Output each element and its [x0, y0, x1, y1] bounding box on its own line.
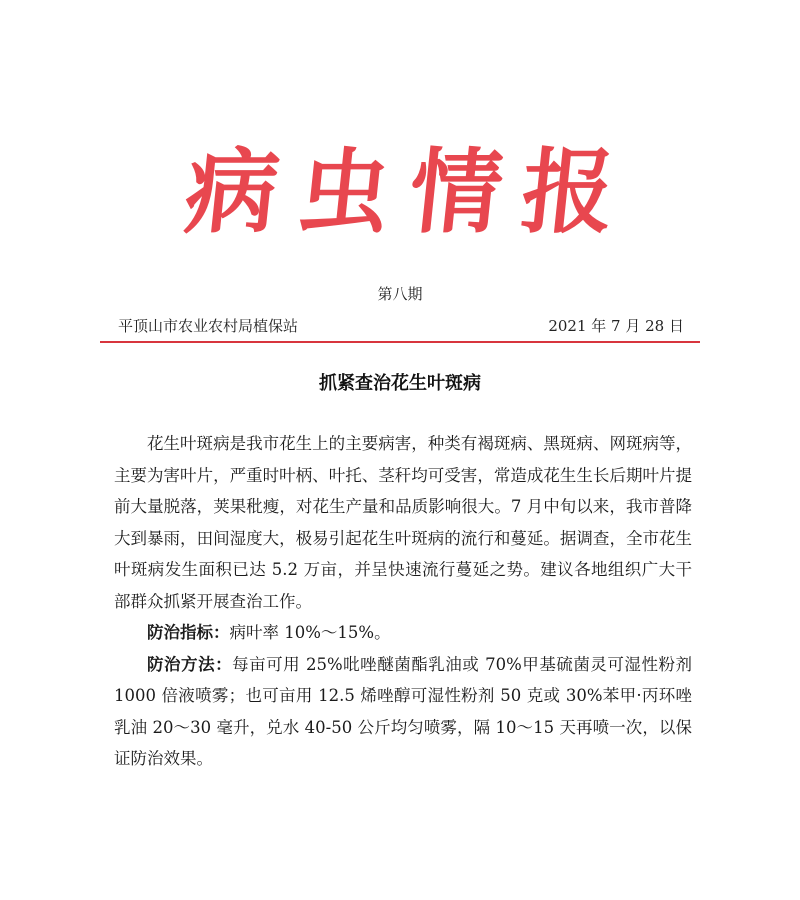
control-indicator-paragraph — [114, 617, 692, 649]
issue-date: 2021 年 7 月 28 日 — [548, 317, 684, 335]
header-divider — [100, 341, 700, 343]
intro-paragraph: 花生叶斑病是我市花生上的主要病害，种类有褐斑病、黑斑病、网斑病等，主要为害叶片，严重时叶柄、叶托、茎秆均可受害，常造成花生生长后期叶片提前大量脱落，荚果秕瘦，对花生产量和品质影响很大。7 月中旬以来，我市普降大到暴雨，田间湿度大，极易引起花生叶斑病的流行和蔓延。据调查，全市花生叶斑病发生面积已达 5.2 万亩，并呈快速流行蔓延之势。建议各地组织广大干部群众抓紧开展查治工作。 — [114, 434, 692, 611]
control-method-paragraph — [114, 649, 692, 775]
control-indicator-label: 防治指标： — [147, 623, 230, 642]
issuing-organization: 平顶山市农业农村局植保站 — [118, 317, 299, 335]
article-body — [114, 428, 692, 775]
control-indicator-text: 病叶率 10%～15%。 — [229, 623, 391, 642]
article-title: 抓紧查治花生叶斑病 — [319, 373, 481, 394]
issue-number: 第八期 — [377, 285, 423, 303]
masthead-title: 病虫情报 — [180, 139, 640, 246]
control-method-text: 每亩可用 25%吡唑醚菌酯乳油或 70%甲基硫菌灵可湿性粉剂 1000 倍液喷雾；也可亩用 12.5 烯唑醇可湿性粉剂 50 克或 30%苯甲·丙环唑乳油 20～30 毫升，兑水 40-50 公斤均匀喷雾，隔 10～15 天再喷一次，以保证防治效果。 — [114, 654, 692, 768]
control-method-label: 防治方法： — [147, 654, 233, 674]
